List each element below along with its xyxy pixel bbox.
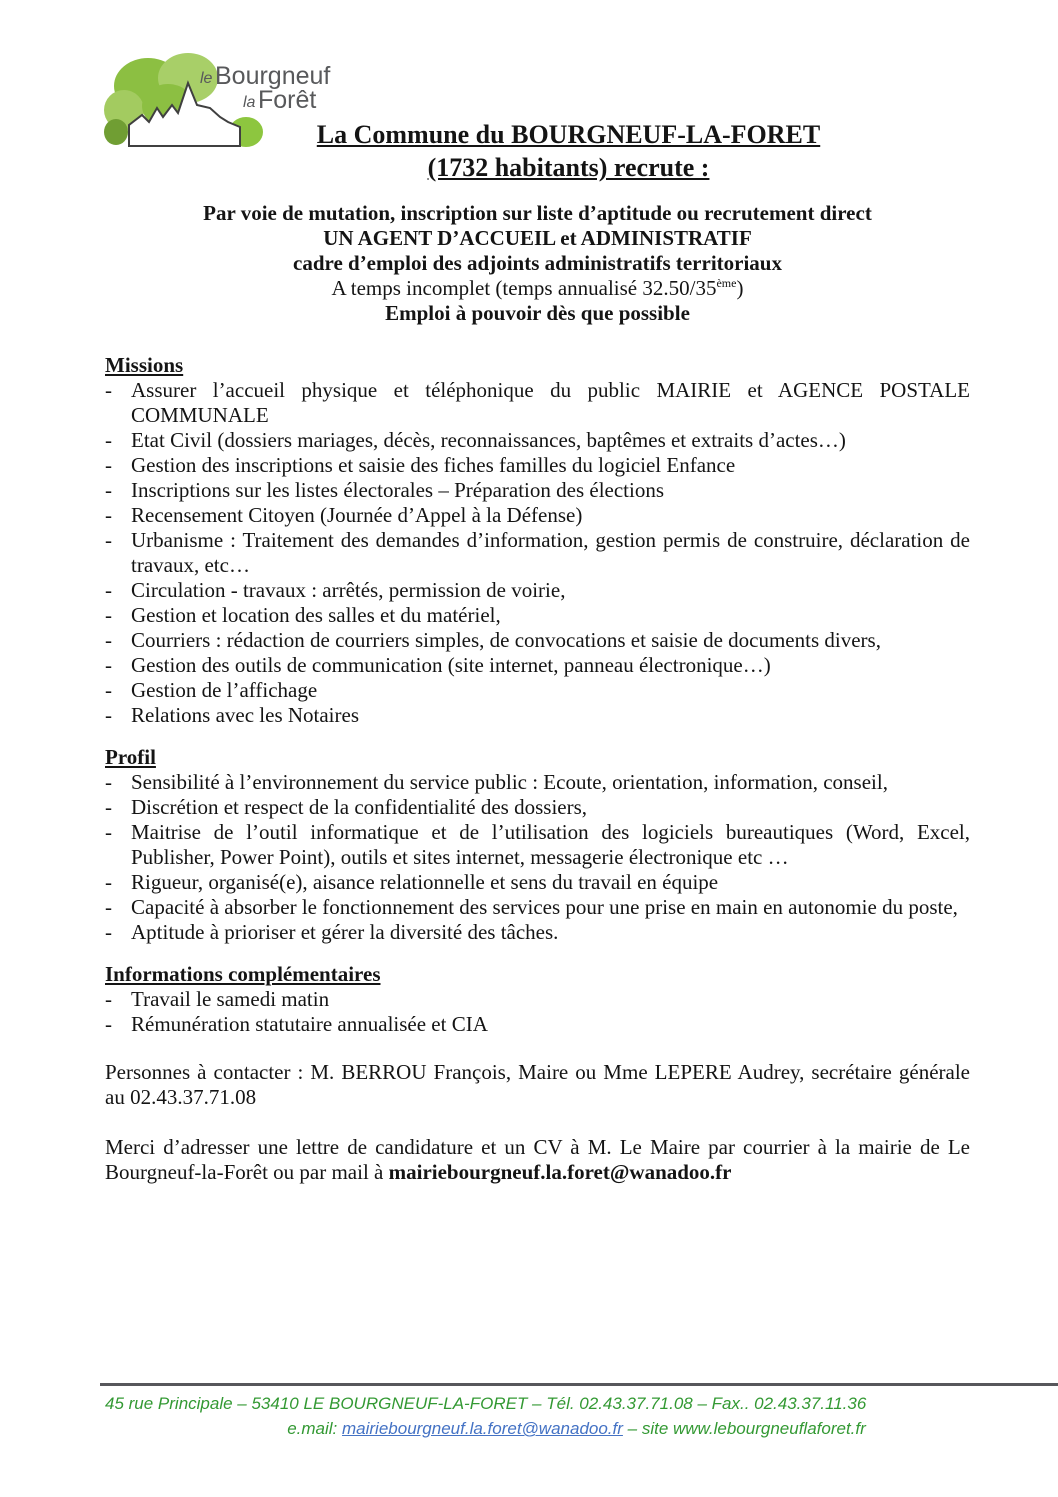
footer-contact-line: e.mail: mairiebourgneuf.la.foret@wanadoo.fr – site www.lebourgneuflaforet.fr — [287, 1419, 866, 1438]
intro-job-frame: cadre d’emploi des adjoints administratifs territoriaux — [293, 251, 782, 275]
job-intro — [105, 201, 970, 326]
page-title — [105, 118, 970, 184]
page-footer — [0, 1383, 1058, 1441]
list-item: - Gestion et location des salles et du matériel, — [105, 603, 970, 628]
intro-job-title: UN AGENT D’ACCUEIL et ADMINISTRATIF — [323, 226, 752, 250]
list-item: - Rémunération statutaire annualisée et CIA — [105, 1012, 970, 1037]
application-paragraph: Merci d’adresser une lettre de candidature et un CV à M. Le Maire par courrier à la mairie de Le Bourgneuf-la-Forêt ou par mail à mairiebourgneuf.la.foret@wanadoo.fr — [105, 1135, 970, 1184]
intro-working-time: A temps incomplet (temps annualisé 32.50/35ème) — [331, 276, 744, 300]
title-line2: (1732 habitants) recrute : — [427, 153, 710, 182]
list-item: - Discrétion et respect de la confidentialité des dossiers, — [105, 795, 970, 820]
logo-text-prefix1: le — [200, 70, 213, 87]
list-item: - Sensibilité à l’environnement du service public : Ecoute, orientation, information, conseil, — [105, 770, 970, 795]
intro-start-date: Emploi à pouvoir dès que possible — [385, 301, 690, 325]
logo-text-name1: Bourgneuf — [215, 62, 331, 90]
list-item: - Circulation - travaux : arrêtés, permission de voirie, — [105, 578, 970, 603]
intro-recruitment-mode: Par voie de mutation, inscription sur liste d’aptitude ou recrutement direct — [203, 201, 872, 225]
list-item: - Gestion de l’affichage — [105, 678, 970, 703]
footer-divider — [100, 1383, 1058, 1386]
section-missions — [105, 353, 970, 728]
list-item: - Urbanisme : Traitement des demandes d’information, gestion permis de construire, déclaration de travaux, etc… — [105, 528, 970, 578]
informations-list — [105, 987, 970, 1037]
logo-text-prefix2: la — [243, 94, 256, 111]
list-item: - Rigueur, organisé(e), aisance relationnelle et sens du travail en équipe — [105, 870, 970, 895]
section-profil — [105, 745, 970, 945]
list-item: - Gestion des inscriptions et saisie des fiches familles du logiciel Enfance — [105, 453, 970, 478]
footer-email-link[interactable]: mairiebourgneuf.la.foret@wanadoo.fr — [342, 1419, 623, 1438]
profil-list — [105, 770, 970, 945]
section-heading-profil: Profil — [105, 745, 156, 769]
list-item: - Courriers : rédaction de courriers simples, de convocations et saisie de documents divers, — [105, 628, 970, 653]
title-line1: La Commune du BOURGNEUF-LA-FORET — [316, 120, 821, 149]
list-item: - Gestion des outils de communication (site internet, panneau électronique…) — [105, 653, 970, 678]
list-item: - Relations avec les Notaires — [105, 703, 970, 728]
contact-paragraph: Personnes à contacter : M. BERROU François, Maire ou Mme LEPERE Audrey, secrétaire générale au 02.43.37.71.08 — [105, 1060, 970, 1109]
list-item: - Aptitude à prioriser et gérer la diversité des tâches. — [105, 920, 970, 945]
list-item: - Recensement Citoyen (Journée d’Appel à la Défense) — [105, 503, 970, 528]
section-heading-missions: Missions — [105, 353, 184, 377]
application-email: mairiebourgneuf.la.foret@wanadoo.fr — [388, 1160, 732, 1184]
logo-text-name2: Forêt — [258, 86, 317, 114]
section-informations — [105, 962, 970, 1037]
list-item: - Travail le samedi matin — [105, 987, 970, 1012]
list-item: - Inscriptions sur les listes électorales – Préparation des élections — [105, 478, 970, 503]
list-item: - Etat Civil (dossiers mariages, décès, reconnaissances, baptêmes et extraits d’actes…) — [105, 428, 970, 453]
section-heading-informations: Informations complémentaires — [105, 962, 381, 986]
document-body — [105, 0, 970, 1185]
missions-list — [105, 378, 970, 728]
list-item: - Maitrise de l’outil informatique et de l’utilisation des logiciels bureautiques (Word, Excel, Publisher, Power Point), outils et sites internet, messagerie électronique etc … — [105, 820, 970, 870]
list-item: - Assurer l’accueil physique et téléphonique du public MAIRIE et AGENCE POSTALE COMMUNALE — [105, 378, 970, 428]
list-item: - Capacité à absorber le fonctionnement des services pour une prise en main en autonomie du poste, — [105, 895, 970, 920]
footer-address-line: 45 rue Principale – 53410 LE BOURGNEUF-LA-FORET – Tél. 02.43.37.71.08 – Fax.. 02.43.37.11.36 — [105, 1394, 867, 1413]
